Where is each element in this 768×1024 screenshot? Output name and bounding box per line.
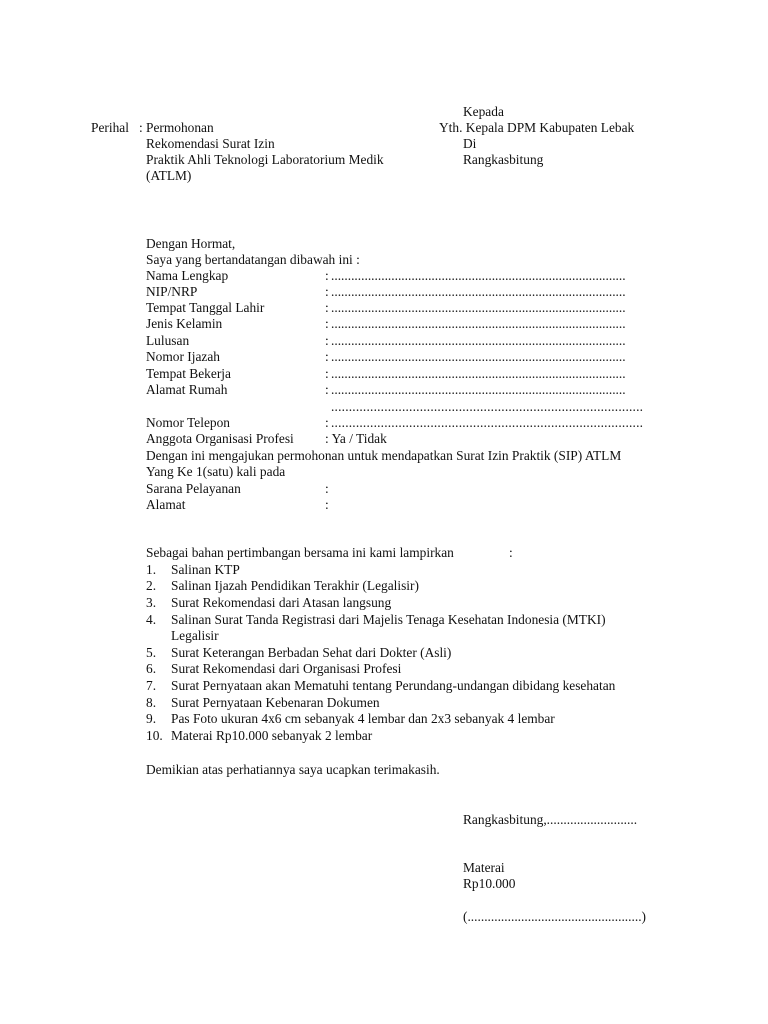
- org-value: : Ya / Tidak: [325, 431, 387, 446]
- list-item: [0, 578, 700, 594]
- field-colon: :: [325, 300, 329, 315]
- org-label: Anggota Organisasi Profesi: [146, 431, 294, 446]
- field-value: ........................................................................................: [331, 316, 626, 331]
- field-label: Tempat Tanggal Lahir: [146, 300, 265, 315]
- list-item-text: Surat Pernyataan Kebenaran Dokumen: [171, 695, 380, 710]
- alamat-colon: :: [325, 497, 329, 512]
- perihal-colon: :: [139, 120, 143, 135]
- perihal-line: Rekomendasi Surat Izin: [146, 136, 275, 151]
- field-label: NIP/NRP: [146, 284, 198, 299]
- list-item-text-continued: Legalisir: [171, 628, 219, 643]
- list-item: [0, 612, 700, 644]
- list-item-text: Salinan Ijazah Pendidikan Terakhir (Legalisir): [171, 578, 419, 593]
- recipient-kepada: Kepada: [463, 104, 504, 119]
- list-item-number: 5.: [146, 645, 157, 660]
- field-value: ........................................................................................: [331, 268, 626, 283]
- signature-materai: Materai: [463, 860, 505, 875]
- list-item-text: Pas Foto ukuran 4x6 cm sebanyak 4 lembar dan 2x3 sebanyak 4 lembar: [171, 711, 555, 726]
- list-item-number: 4.: [146, 612, 157, 627]
- field-colon: :: [325, 316, 329, 331]
- field-colon: :: [325, 349, 329, 364]
- list-item-number: 8.: [146, 695, 157, 710]
- list-item-number: 3.: [146, 595, 157, 610]
- list-item: [0, 645, 700, 661]
- perihal-label: Perihal: [91, 120, 129, 135]
- list-item-text: Surat Pernyataan akan Mematuhi tentang Perundang-undangan dibidang kesehatan: [171, 678, 616, 693]
- field-label: Lulusan: [146, 333, 190, 348]
- field-label: Alamat Rumah: [146, 382, 228, 397]
- list-item-text: Surat Rekomendasi dari Atasan langsung: [171, 595, 392, 610]
- field-label: Nomor Ijazah: [146, 349, 220, 364]
- list-item: [0, 728, 700, 744]
- field-row: [146, 333, 666, 349]
- list-item-number: 9.: [146, 711, 157, 726]
- closing-text: Demikian atas perhatiannya saya ucapkan terimakasih.: [146, 762, 440, 777]
- list-item: [0, 678, 700, 694]
- recipient-line2: Di: [463, 136, 477, 151]
- recipient-line3: Rangkasbitung: [463, 152, 544, 167]
- phone-value: ........................................................................................: [331, 415, 644, 430]
- list-item-text: Surat Rekomendasi dari Organisasi Profesi: [171, 661, 402, 676]
- field-row: [146, 349, 666, 365]
- list-item-text: Salinan Surat Tanda Registrasi dari Majelis Tenaga Kesehatan Indonesia (MTKI): [171, 612, 606, 627]
- field-row: [146, 268, 666, 284]
- intro: Saya yang bertandatangan dibawah ini :: [146, 252, 360, 267]
- list-item-number: 2.: [146, 578, 157, 593]
- field-value: ........................................................................................: [331, 366, 626, 381]
- list-item-number: 10.: [146, 728, 163, 743]
- field-colon: :: [325, 382, 329, 397]
- phone-colon: :: [325, 415, 329, 430]
- list-item-number: 6.: [146, 661, 157, 676]
- field-label: Tempat Bekerja: [146, 366, 231, 381]
- address-extra-line: ........................................................................................: [331, 399, 644, 414]
- field-colon: :: [325, 268, 329, 283]
- field-label: Jenis Kelamin: [146, 316, 223, 331]
- field-label: Nama Lengkap: [146, 268, 229, 283]
- signature-place-date: Rangkasbitung,...........................: [463, 812, 638, 827]
- list-item: [0, 711, 700, 727]
- field-row: [146, 300, 666, 316]
- phone-label: Nomor Telepon: [146, 415, 230, 430]
- greeting: Dengan Hormat,: [146, 236, 236, 251]
- field-row: [146, 284, 666, 300]
- list-item: [0, 595, 700, 611]
- perihal-line: (ATLM): [146, 168, 192, 183]
- field-value: ........................................................................................: [331, 300, 626, 315]
- attachments-intro: Sebagai bahan pertimbangan bersama ini kami lampirkan: [146, 545, 454, 560]
- sarana-label: Sarana Pelayanan: [146, 481, 241, 496]
- alamat-label: Alamat: [146, 497, 186, 512]
- field-colon: :: [325, 284, 329, 299]
- list-item-text: Surat Keterangan Berbadan Sehat dari Dokter (Asli): [171, 645, 452, 660]
- list-item-text: Salinan KTP: [171, 562, 240, 577]
- list-item-number: 7.: [146, 678, 157, 693]
- perihal-line: Praktik Ahli Teknologi Laboratorium Medik: [146, 152, 384, 167]
- field-colon: :: [325, 366, 329, 381]
- field-row: [146, 366, 666, 382]
- list-item: [0, 695, 700, 711]
- field-value: ........................................................................................: [331, 382, 626, 397]
- perihal-line: Permohonan: [146, 120, 214, 135]
- field-row: [146, 382, 666, 398]
- signature-name-line: (....................................................): [463, 909, 646, 924]
- list-item-text: Materai Rp10.000 sebanyak 2 lembar: [171, 728, 373, 743]
- field-value: ........................................................................................: [331, 349, 626, 364]
- field-value: ........................................................................................: [331, 333, 626, 348]
- request-line1: Dengan ini mengajukan permohonan untuk mendapatkan Surat Izin Praktik (SIP) ATLM: [146, 448, 622, 463]
- field-row: [146, 316, 666, 332]
- list-item-number: 1.: [146, 562, 157, 577]
- signature-amount: Rp10.000: [463, 876, 516, 891]
- recipient-line1: Yth. Kepala DPM Kabupaten Lebak: [439, 120, 635, 135]
- request-line2: Yang Ke 1(satu) kali pada: [146, 464, 286, 479]
- list-item: [0, 562, 700, 578]
- list-item: [0, 661, 700, 677]
- sarana-colon: :: [325, 481, 329, 496]
- field-colon: :: [325, 333, 329, 348]
- field-value: ........................................................................................: [331, 284, 626, 299]
- attachments-colon: :: [509, 545, 513, 560]
